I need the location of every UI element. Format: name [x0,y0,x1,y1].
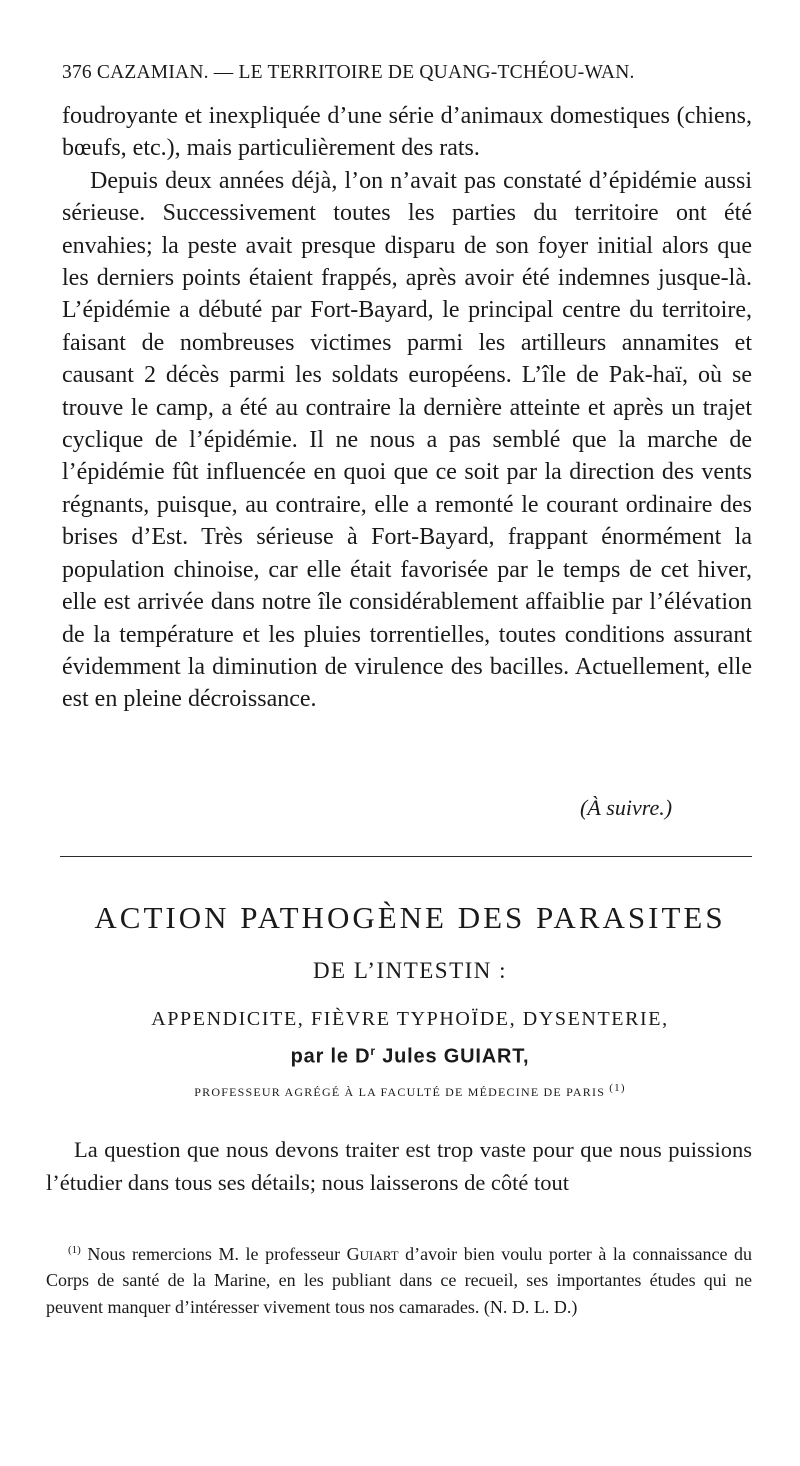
article-subtitle: DE L’INTESTIN : [312,958,508,983]
author-affiliation [60,1082,760,1100]
paragraph: foudroyante et inexpliquée d’une série d’animaux domestiques (chiens, bœufs, etc.), mais particulièrement des rats. [62,103,752,162]
running-head: 376 CAZAMIAN. — LE TERRITOIRE DE QUANG-TCHÉOU-WAN. [62,62,635,83]
to-be-continued-note: (À suivre.) [580,795,673,820]
paragraph: La question que nous devons traiter est trop vaste pour que nous puissions l’étudier dans tous ses détails; nous laisserons de côté tout [46,1137,752,1195]
byline-superscript: r [370,1044,376,1058]
author-byline [60,1044,760,1069]
footnote-paragraph [46,1237,752,1320]
footnote-marker: (1) [68,1244,81,1256]
affiliation-text: PROFESSEUR AGRÉGÉ À LA FACULTÉ DE MÉDECINE DE PARIS [194,1085,606,1099]
paragraph: Depuis deux années déjà, l’on n’avait pas constaté d’épidémie aussi sérieuse. Successivement toutes les parties du territoire ont été envahies; la peste avait presque disparu de son foyer initial alors que les derniers points étaient frappés, après avoir été indemnes jusque-là. L’épidémie a débuté par Fort-Bayard, le principal centre du territoire, faisant de nombreuses victimes parmi les artilleurs annamites et causant 2 décès parmi les soldats européens. L’île de Pak-haï, où se trouve le camp, a été au contraire la dernière atteinte et après un trajet cyclique de l’épidémie. Il ne nous a pas semblé que la marche de l’épidémie fût influencée en quoi que ce soit par la direction des vents régnants, puisque, au contraire, elle a remonté le courant ordinaire des brises d’Est. Très sérieuse à Fort-Bayard, frappant énormément la population chinoise, car elle était favorisée par le temps de cet hiver, elle est arrivée dans notre île considérablement affaiblie par l’élévation de la température et les pluies torrentielles, toutes conditions assurant évidemment la diminution de virulence des bacilles. Actuellement, elle est en pleine décroissance. [62,167,752,713]
footnote [46,1237,752,1320]
footnote-name: Guiart [346,1244,399,1264]
article-title: ACTION PATHOGÈNE DES PARASITES [94,900,726,935]
byline-prefix: par le D [290,1045,371,1068]
section-divider [60,856,752,857]
author-name: Jules GUIART, [375,1045,530,1068]
footnote-text-end: d’avoir bien voulu porter à la connaissance du Corps de santé de la Marine, en les publiant dans ce recueil, ses importantes études qui ne peuvent manquer d’intéresser vivement tous nos camarades. (N. D. L. D.) [46,1244,752,1317]
footnote-text-start: Nous remercions M. le professeur [80,1244,347,1264]
article-topics: APPENDICITE, FIÈVRE TYPHOÏDE, DYSENTERIE, [151,1008,669,1030]
previous-article-text [62,100,752,716]
footnote-reference: (1) [609,1082,626,1094]
article-body [46,1133,752,1199]
